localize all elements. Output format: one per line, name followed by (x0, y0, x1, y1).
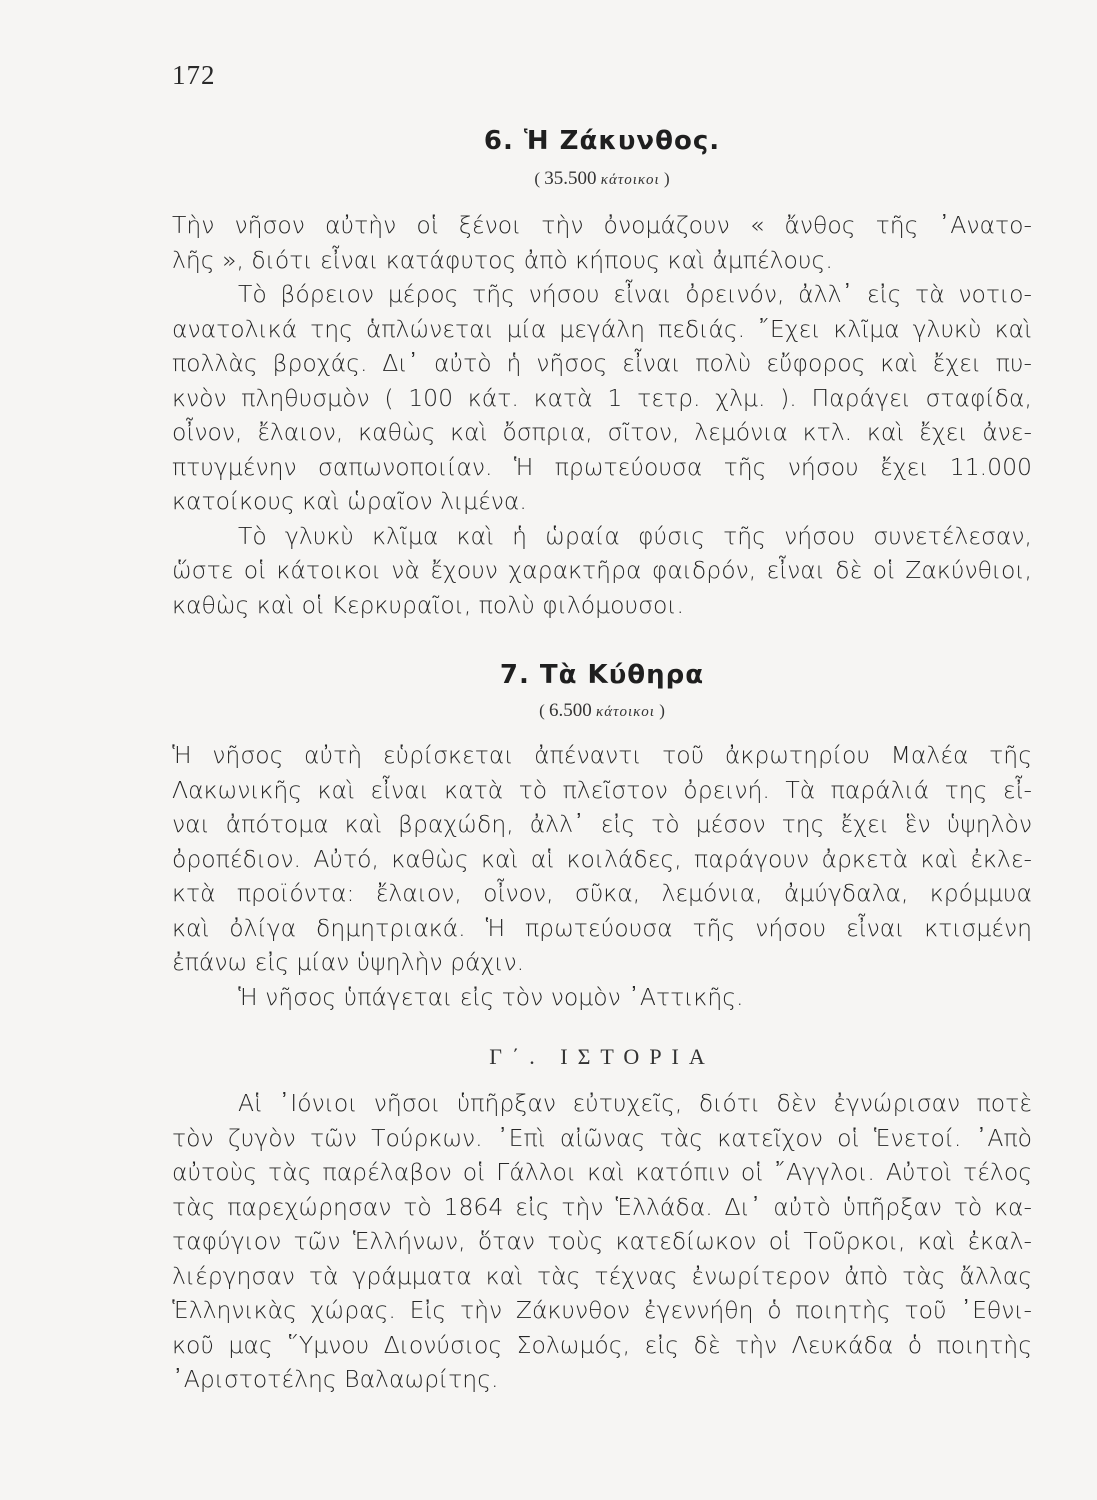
section-6-population-word: κάτοικοι (600, 172, 660, 188)
text-line: Ἡ νῆσος ὑπάγεται εἰς τὸν νομὸν ᾿Αττικῆς. (238, 982, 744, 1011)
text-line: κατοίκους καὶ ὡραῖον λιμένα. (172, 487, 527, 515)
history-paragraph (172, 1086, 1032, 1397)
text-line: Τὸ βόρειον μέρος τῆς νήσου εἶναι ὀρεινόν, ἀλλ᾿ εἰς τὰ νοτιο- (238, 280, 1032, 308)
section-7-population: ( 6.500 κάτοικοι ) (539, 700, 665, 721)
text-line: ναι ἀπότομα καὶ βραχώδη, ἀλλ᾿ εἰς τὸ μέσον της ἔχει ἓν ὑψηλὸν (172, 810, 1032, 838)
text-line: ᾿Αριστοτέλης Βαλαωρίτης. (172, 1365, 499, 1393)
text-line: Λακωνικῆς καὶ εἶναι κατὰ τὸ πλεῖστον ὀρεινή. Τὰ παράλιά της εἶ- (172, 775, 1032, 804)
section-7-population-number: 6.500 (549, 700, 592, 721)
text-line: πολλὰς βροχάς. Δι᾿ αὐτὸ ἡ νῆσος εἶναι πολὺ εὔφορος καὶ ἔχει πυ- (172, 349, 1032, 377)
text-line: ὀροπέδιον. Αὐτό, καθὼς καὶ αἱ κοιλάδες, παράγουν ἀρκετὰ καὶ ἐκλε- (172, 844, 1032, 873)
text-line: Αἱ ᾿Ιόνιοι νῆσοι ὑπῆρξαν εὐτυχεῖς, διότι δὲν ἐγνώρισαν ποτὲ (238, 1089, 1032, 1117)
history-section-title: Γ΄. ΙΣΤΟΡΙΑ (489, 1044, 715, 1069)
section-6-population-number: 35.500 (544, 168, 597, 189)
section-6-population: ( 35.500 κάτοικοι ) (534, 168, 670, 189)
text-line: καὶ ὀλίγα δημητριακά. Ἡ πρωτεύουσα τῆς νήσου εἶναι κτισμένη (172, 913, 1032, 942)
text-line: τὸν ζυγὸν τῶν Τούρκων. ᾿Επὶ αἰῶνας τὰς κατεῖχον οἱ Ἑνετοί. ᾿Απὸ (172, 1123, 1032, 1152)
text-line: ὥστε οἱ κάτοικοι νὰ ἔχουν χαρακτῆρα φαιδρόν, εἶναι δὲ οἱ Ζακύνθιοι, (172, 556, 1032, 584)
text-line: καθὼς καὶ οἱ Κερκυραῖοι, πολὺ φιλόμουσοι. (172, 590, 684, 619)
text-line: ταφύγιον τῶν Ἑλλήνων, ὅταν τοὺς κατεδίωκον οἱ Τοῦρκοι, καὶ ἐκαλ- (172, 1227, 1032, 1255)
text-line: αὐτοὺς τὰς παρέλαβον οἱ Γάλλοι καὶ κατόπιν οἱ ῎Αγγλοι. Αὐτοὶ τέλος (172, 1158, 1032, 1186)
page-number: 172 (172, 60, 216, 90)
text-line: πτυγμένην σαπωνοποιίαν. Ἡ πρωτεύουσα τῆς νήσου ἔχει 11.000 (172, 452, 1032, 481)
text-line: Ἡ νῆσος αὐτὴ εὑρίσκεται ἀπέναντι τοῦ ἀκρωτηρίου Μαλέα τῆς (172, 741, 1032, 769)
text-line: κνὸν πληθυσμὸν ( 100 κάτ. κατὰ 1 τετρ. χλμ. ). Παράγει σταφίδα, (172, 383, 1032, 412)
text-line: Ἑλληνικὰς χώρας. Εἰς τὴν Ζάκυνθον ἐγεννήθη ὁ ποιητὴς τοῦ ᾿Εθνι- (172, 1296, 1032, 1324)
section-6-paragraphs (172, 208, 1032, 622)
section-7-title: 7. Τὰ Κύθηρα (499, 660, 705, 690)
text-line: οἶνον, ἔλαιον, καθὼς καὶ ὄσπρια, σῖτον, λεμόνια κτλ. καὶ ἔχει ἀνε- (172, 418, 1032, 446)
section-6-title: 6. Ἡ Ζάκυνθος. (483, 126, 721, 156)
text-line: Τὴν νῆσον αὐτὴν οἱ ξένοι τὴν ὀνομάζουν « ἄνθος τῆς ᾿Ανατο- (172, 211, 1032, 239)
text-line: λῆς », διότι εἶναι κατάφυτος ἀπὸ κήπους καὶ ἀμπέλους. (172, 245, 833, 274)
text-line: λιέργησαν τὰ γράμματα καὶ τὰς τέχνας ἐνωρίτερον ἀπὸ τὰς ἄλλας (172, 1261, 1032, 1290)
text-line: Τὸ γλυκὺ κλῖμα καὶ ἡ ὡραία φύσις τῆς νήσου συνετέλεσαν, (238, 521, 1032, 550)
text-line: ἐπάνω εἰς μίαν ὑψηλὴν ράχιν. (172, 948, 525, 976)
text-line: κτὰ προϊόντα: ἔλαιον, οἶνον, σῦκα, λεμόνια, ἀμύγδαλα, κρόμμυα (172, 879, 1032, 907)
section-7-population-word: κάτοικοι (596, 704, 655, 720)
text-line: τὰς παρεχώρησαν τὸ 1864 εἰς τὴν Ἑλλάδα. Δι᾿ αὐτὸ ὑπῆρξαν τὸ κα- (172, 1192, 1032, 1221)
text-line: ανατολικά της ἁπλώνεται μία μεγάλη πεδιάς. ῎Εχει κλῖμα γλυκὺ καὶ (172, 314, 1032, 343)
text-line: κοῦ μας ῞Υμνου Διονύσιος Σολωμός, εἰς δὲ τὴν Λευκάδα ὁ ποιητὴς (172, 1330, 1032, 1359)
section-7-paragraphs (172, 738, 1032, 1014)
